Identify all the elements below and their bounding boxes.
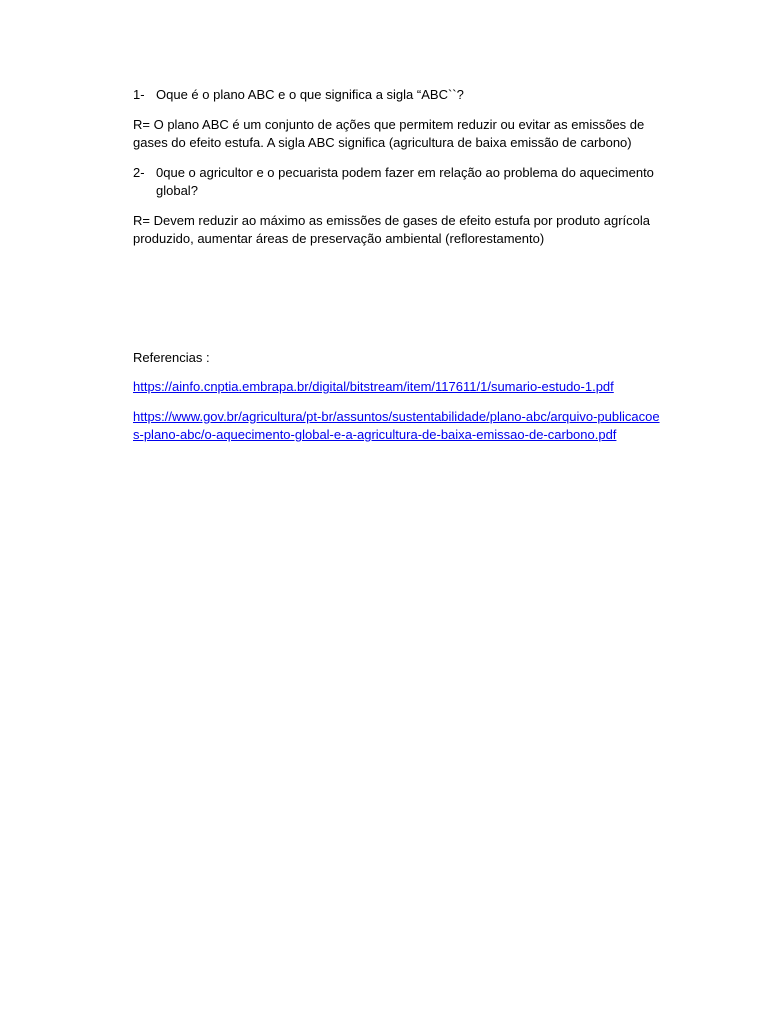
references-heading: Referencias : [133,349,210,365]
reference-item-2 [133,408,663,445]
document-body [133,86,663,456]
reference-item-1 [133,378,663,397]
question-2-number: 2- [133,164,145,180]
answer-1: R= O plano ABC é um conjunto de ações que permitem reduzir ou evitar as emissões de gases do efeito estufa. A sigla ABC significa (agricultura de baixa emissão de carbono) [133,116,645,150]
question-1 [133,86,663,105]
question-1-number: 1- [133,87,145,102]
question-1-text: Oque é o plano ABC e o que significa a sigla “ABC``? [156,87,464,102]
blank-space [133,260,663,349]
question-2-text: 0que o agricultor e o pecuarista podem fazer em relação ao problema do aquecimento global? [156,164,654,198]
reference-link-1[interactable]: https://ainfo.cnptia.embrapa.br/digital/bitstream/item/117611/1/sumario-estudo-1.pdf [133,379,614,394]
reference-link-2[interactable]: https://www.gov.br/agricultura/pt-br/assuntos/sustentabilidade/plano-abc/arquivo-publicacoes-plano-abc/o-aquecimento-global-e-a-agricultura-de-baixa-emissao-de-carbono.pdf [133,408,660,442]
question-2 [133,164,663,201]
answer-2: R= Devem reduzir ao máximo as emissões de gases de efeito estufa por produto agrícola produzido, aumentar áreas de preservação ambiental (reflorestamento) [133,212,651,246]
